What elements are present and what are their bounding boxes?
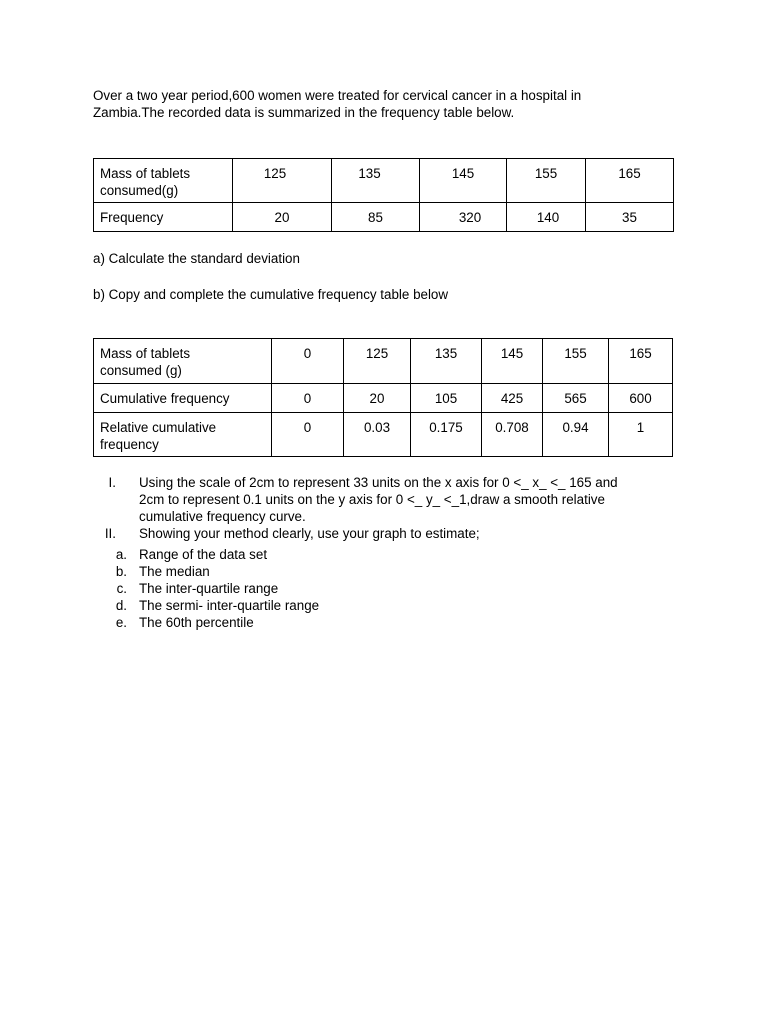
frequency-cell: 140 xyxy=(507,203,586,232)
mass-cell: 145 xyxy=(482,339,543,384)
mass-cell: 155 xyxy=(543,339,609,384)
frequency-table xyxy=(93,158,674,232)
cumulative-frequency-table xyxy=(93,338,673,457)
mass-cell: 125 xyxy=(233,159,332,203)
list-item-text: The inter-quartile range xyxy=(139,581,279,596)
mass-label-line-2: consumed (g) xyxy=(100,363,182,378)
frequency-label-cell: Frequency xyxy=(94,203,233,232)
table-row xyxy=(94,384,673,413)
list-marker: c. xyxy=(116,581,127,596)
list-item-text: The sermi- inter-quartile range xyxy=(139,598,320,613)
mass-label-line-1: Mass of tablets xyxy=(100,346,191,361)
relative-label-line-2: frequency xyxy=(100,437,159,452)
part-i-line-1: Using the scale of 2cm to represent 33 units on the x axis for 0 <_ x_ <_ 165 and xyxy=(139,475,618,490)
mass-label-line-1: Mass of tablets xyxy=(100,166,191,181)
table-row xyxy=(94,413,673,457)
relative-cell: 0.03 xyxy=(344,413,411,457)
list-item xyxy=(93,614,319,631)
mass-cell: 155 xyxy=(507,159,586,203)
part-i-line-3: cumulative frequency curve. xyxy=(139,509,306,524)
frequency-cell: 85 xyxy=(332,203,420,232)
list-item-text: The median xyxy=(139,564,210,579)
relative-cell: 0 xyxy=(272,413,344,457)
relative-cell: 0.708 xyxy=(482,413,543,457)
cumulative-cell: 20 xyxy=(344,384,411,413)
mass-cell: 135 xyxy=(411,339,482,384)
intro-line-2: Zambia.The recorded data is summarized in the frequency table below. xyxy=(93,105,515,120)
mass-cell: 165 xyxy=(586,159,674,203)
relative-cell: 0.175 xyxy=(411,413,482,457)
list-item xyxy=(93,525,663,542)
cumulative-label-cell: Cumulative frequency xyxy=(94,384,272,413)
list-marker: d. xyxy=(115,598,127,613)
relative-cell: 0.94 xyxy=(543,413,609,457)
mass-cell: 0 xyxy=(272,339,344,384)
roman-list xyxy=(93,474,663,542)
mass-cell: 135 xyxy=(332,159,420,203)
list-item xyxy=(93,563,319,580)
cumulative-cell: 0 xyxy=(272,384,344,413)
list-marker: I. xyxy=(108,475,116,490)
list-marker: II. xyxy=(104,526,116,541)
list-item xyxy=(93,474,663,525)
list-item-text: Range of the data set xyxy=(139,547,268,562)
list-item-text: The 60th percentile xyxy=(139,615,254,630)
list-item xyxy=(93,580,319,597)
cumulative-cell: 565 xyxy=(543,384,609,413)
question-a: a) Calculate the standard deviation xyxy=(93,251,300,266)
cumulative-cell: 105 xyxy=(411,384,482,413)
intro-line-1: Over a two year period,600 women were treated for cervical cancer in a hospital in xyxy=(93,88,582,103)
mass-label-cell xyxy=(94,339,272,384)
mass-cell: 165 xyxy=(609,339,673,384)
table-row xyxy=(94,203,674,232)
frequency-cell: 320 xyxy=(420,203,507,232)
list-item xyxy=(93,597,319,614)
cumulative-cell: 425 xyxy=(482,384,543,413)
table-row xyxy=(94,159,674,203)
relative-label-line-1: Relative cumulative xyxy=(100,420,217,435)
cumulative-cell: 600 xyxy=(609,384,673,413)
question-b: b) Copy and complete the cumulative frequency table below xyxy=(93,287,449,302)
part-i-line-2: 2cm to represent 0.1 units on the y axis for 0 <_ y_ <_1,draw a smooth relative xyxy=(139,492,605,507)
alpha-list xyxy=(93,546,319,631)
frequency-cell: 35 xyxy=(586,203,674,232)
part-ii-text: Showing your method clearly, use your graph to estimate; xyxy=(139,526,480,541)
frequency-cell: 20 xyxy=(233,203,332,232)
table-row xyxy=(94,339,673,384)
intro-paragraph xyxy=(93,87,653,121)
list-marker: b. xyxy=(115,564,127,579)
relative-label-cell xyxy=(94,413,272,457)
list-item xyxy=(93,546,319,563)
mass-label-line-2: consumed(g) xyxy=(100,183,179,198)
mass-cell: 145 xyxy=(420,159,507,203)
mass-cell: 125 xyxy=(344,339,411,384)
relative-cell: 1 xyxy=(609,413,673,457)
mass-label-cell xyxy=(94,159,233,203)
list-marker: a. xyxy=(115,547,127,562)
list-marker: e. xyxy=(115,615,127,630)
